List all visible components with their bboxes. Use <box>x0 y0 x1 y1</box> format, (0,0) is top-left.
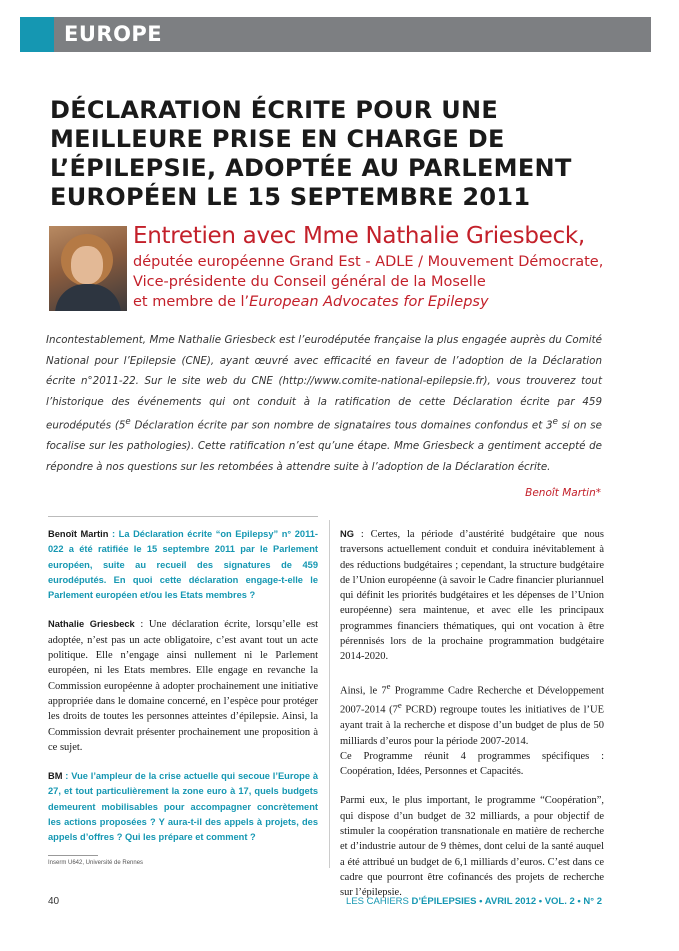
speaker-name: Benoît Martin <box>48 529 109 539</box>
organization-name: European Advocates for Epilepsy <box>249 294 489 310</box>
answer-2-paragraph: Parmi eux, le plus important, le programme “Coopération”, qui dispose d’un budget de 32 milliards, a pour objectif de stimuler la coopération transnationale en matière de recherche et d’industrie autour de 9 thèmes, dont celui de la santé auquel a été attribué un budget de 6,1 milliards d’euros. C’est dans ce cadre que pourront être cofinancés des projets de recherche sur l’épilepsie. <box>340 795 604 899</box>
speaker-name: Nathalie Griesbeck <box>48 619 135 630</box>
question-1: Benoît Martin : La Déclaration écrite “on Epilepsy” n° 2011-022 a été ratifiée le 15 septembre 2011 par le Parlement européen, suite au recueil des signatures de 459 eurodéputés. En quoi cette déclaration engage-t-elle le Parlement européen et/ou les Etats membres ? <box>48 529 318 601</box>
author-signature: Benoît Martin* <box>525 487 601 499</box>
portrait-photo <box>49 226 127 311</box>
column-divider <box>329 520 330 868</box>
article-title <box>50 96 650 212</box>
title-line: MEILLEURE PRISE EN CHARGE DE <box>50 125 505 153</box>
divider <box>48 516 318 517</box>
title-line: EUROPÉEN LE 15 SEPTEMBRE 2011 <box>50 183 531 211</box>
section-label: EUROPE <box>64 22 163 46</box>
speaker-name: BM <box>48 771 63 782</box>
journal-footer: LES CAHIERS D’ÉPILEPSIES • AVRIL 2012 • VOL. 2 • N° 2 <box>346 896 602 907</box>
footnote-divider <box>48 855 98 856</box>
interviewee-role: députée européenne Grand Est - ADLE / Mouvement Démocrate, <box>133 254 604 270</box>
interviewee-role: et membre de l’European Advocates for Epilepsy <box>133 294 489 310</box>
answer-2-paragraph: Ce Programme réunit 4 programmes spécifiques : Coopération, Idées, Personnes et Capacités. <box>340 750 604 778</box>
answer-2: NG : Certes, la période d’austérité budgétaire que nous traversons actuellement conduit et conduira inévitablement à des réductions budgétaires ; cependant, la structure budgétaire de l’Union européenne (à savoir le Cadre financier pluriannuel qui définit les priorités budgétaires et les dépenses de l’Union européenne) sera maintenue, et avec elle les principaux programmes financiers thématiques, qui ont vocation à être pérennisés lors de la prochaine programmation budgétaire 2014-2020. <box>340 529 604 663</box>
question-2: BM : Vue l’ampleur de la crise actuelle qui secoue l’Europe à 27, et tout particulièrement la zone euro à 17, quels budgets demeurent mobilisables pour accompagner concrètement les actions proposées ? Y aura-t-il des appels à projets, des appels d’offres ? Qui les prépare et comment ? <box>48 771 318 843</box>
title-line: DÉCLARATION ÉCRITE POUR UNE <box>50 96 499 124</box>
answer-2-paragraph: Ainsi, le 7e Programme Cadre Recherche et Développement 2007-2014 (7e PCRD) regroupe toutes les initiatives de l’UE ayant trait à la recherche et dispose d’un budget de plus de 50 milliards d’euros pour la période 2007-2014. <box>340 680 604 747</box>
interviewee-role: Vice-présidente du Conseil général de la Moselle <box>133 274 486 290</box>
title-line: L’ÉPILEPSIE, ADOPTÉE AU PARLEMENT <box>50 154 572 182</box>
left-column <box>48 527 318 846</box>
right-column <box>340 527 604 901</box>
footnote: Inserm U642, Université de Rennes <box>48 860 144 866</box>
section-header-accent <box>20 17 54 52</box>
speaker-name: NG <box>340 529 354 539</box>
intro-paragraph: Incontestablement, Mme Nathalie Griesbeck est l’eurodéputée française la plus engagée auprès du Comité National pour l’Epilepsie (CNE), ayant œuvré avec efficacité en faveur de l’adoption de la Déclaration écrite n°2011-22. Sur le site web du CNE (http://www.comite-national-epilepsie.fr), vous trouverez tout l’historique des événements qui ont conduit à la ratification de cette Déclaration écrite par 459 eurodéputés (5e Déclaration écrite par son nombre de signataires tous domaines confondus et 3e si on se focalise sur les pathologies). Cette ratification n’est qu’une étape. Mme Griesbeck a gentiment accepté de répondre à nos questions sur les retombées à attendre suite à l’adoption de la Déclaration écrite. <box>46 334 602 473</box>
answer-1: Nathalie Griesbeck : Une déclaration écrite, lorsqu’elle est adoptée, n’est pas un acte obligatoire, c’est avant tout un acte politique. Elle n’engage ainsi nullement ni le Parlement européen, ni les Etats membres. Elle engage en revanche la Commission européenne à adopter prochainement une initiative appropriée dans le domaine concerné, en l’espèce pour protéger les droits de toutes les personnes atteintes d’épilepsie. Ainsi, la Commission devrait présenter prochainement une proposition à ce sujet. <box>48 619 318 753</box>
page-number: 40 <box>48 896 60 907</box>
interview-heading: Entretien avec Mme Nathalie Griesbeck, <box>133 223 585 249</box>
